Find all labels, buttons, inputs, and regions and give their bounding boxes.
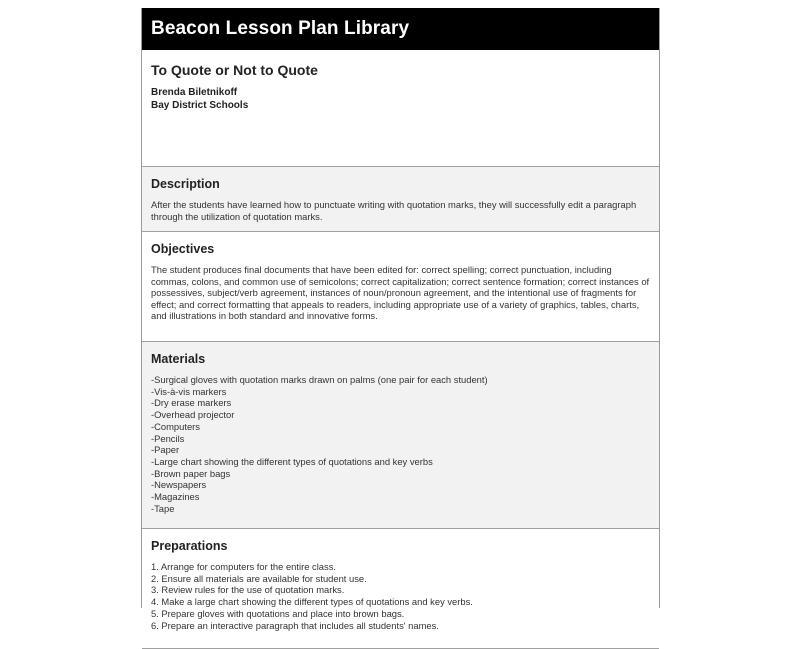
objectives-heading: Objectives [151,242,215,256]
list-item: 5. Prepare gloves with quotations and place into brown bags. [151,607,405,619]
list-item: -Newspapers [151,479,207,491]
list-item: 2. Ensure all materials are available for student use. [151,572,367,584]
list-item: -Overhead projector [151,409,235,421]
lesson-header [142,50,659,167]
description-text: After the students have learned how to punctuate writing with quotation marks, they will successfully edit a paragraph through the utilization of quotation marks. [151,199,637,222]
list-item: -Brown paper bags [151,467,231,479]
list-item: -Pencils [151,432,185,444]
preparations-list [151,561,650,631]
list-item: -Magazines [151,491,200,503]
preparations-heading: Preparations [151,539,228,553]
library-banner [142,8,659,50]
materials-section [142,342,659,529]
preparations-section [142,529,659,649]
lesson-school: Bay District Schools [151,100,249,111]
materials-list [151,374,650,514]
description-section [142,167,659,232]
list-item: -Tape [151,502,175,514]
lesson-page [141,8,660,631]
list-item: -Dry erase markers [151,397,232,409]
objectives-section [142,232,659,342]
list-item: -Large chart showing the different types of quotations and key verbs [151,455,433,467]
library-title: Beacon Lesson Plan Library [151,18,410,39]
list-item: 3. Review rules for the use of quotation marks. [151,584,345,596]
list-item: -Computers [151,420,200,432]
lesson-title: To Quote or Not to Quote [151,62,318,78]
lesson-author: Brenda Biletnikoff [151,87,238,98]
list-item: -Paper [151,444,180,456]
list-item: -Vis-à-vis markers [151,385,227,397]
list-item: 6. Prepare an interactive paragraph that includes all students' names. [151,619,439,631]
materials-heading: Materials [151,352,206,366]
description-heading: Description [151,177,220,191]
list-item: 1. Arrange for computers for the entire class. [151,561,336,572]
list-item: 4. Make a large chart showing the different types of quotations and key verbs. [151,596,473,608]
list-item: -Surgical gloves with quotation marks drawn on palms (one pair for each student) [151,374,488,385]
objectives-text: The student produces final documents that have been edited for: correct spelling; correct punctuation, including commas, colons, and common use of semicolons; correct capitalization; correct sentence formation; correct instances of possessives, subject/verb agreement, instances of noun/pronoun agreement, and the intentional use of fragments for effect; and correct formatting that appeals to readers, including appropriate use of a variety of graphics, tables, charts, and illustrations in both standard and innovative forms. [151,264,650,322]
